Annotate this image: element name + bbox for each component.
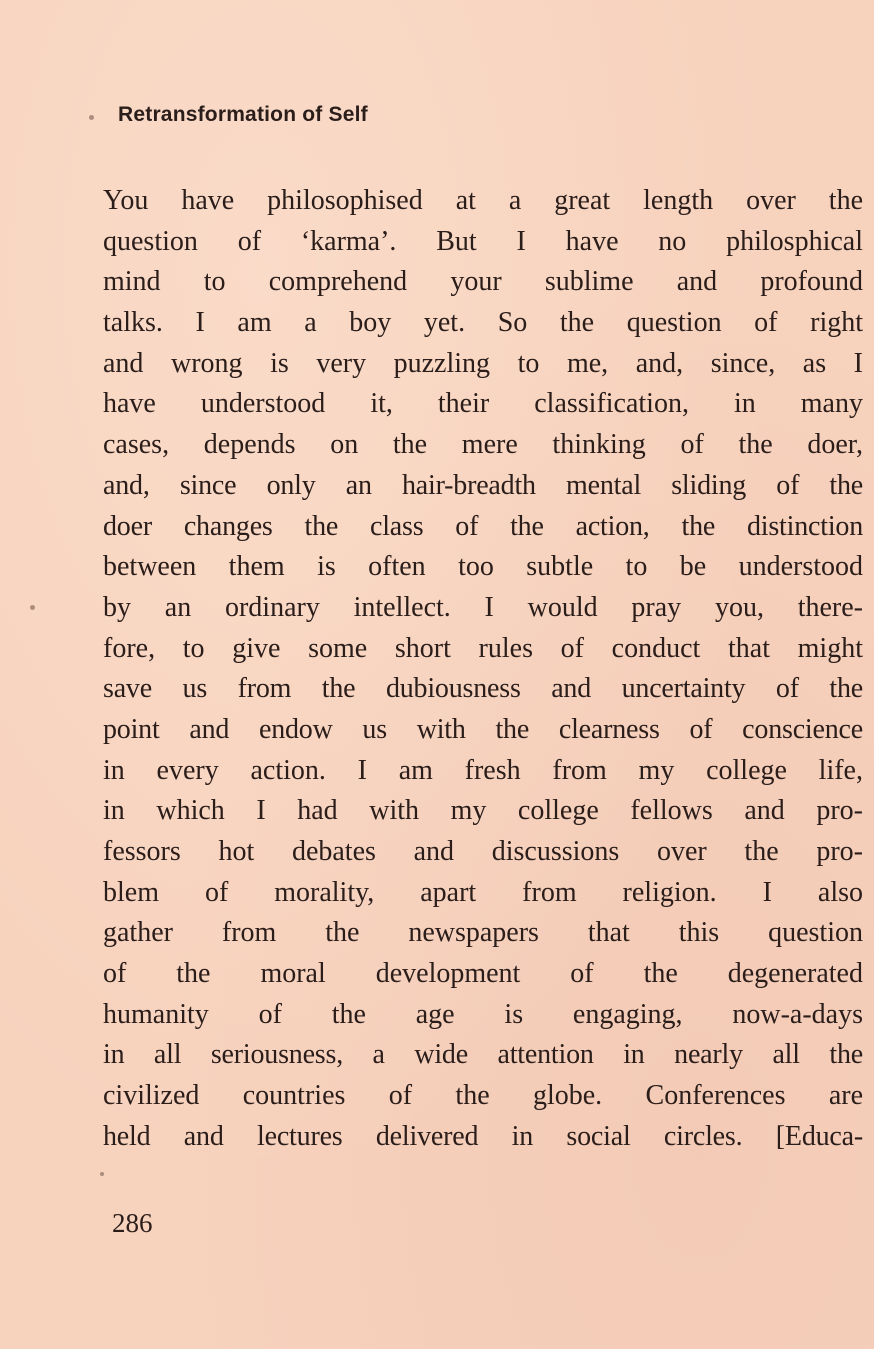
text-line: You have philosophised at a great length over the — [103, 185, 863, 216]
text-line: in all seriousness, a wide attention in nearly all the — [103, 1039, 863, 1071]
text-line: talks. I am a boy yet. So the question of right — [103, 307, 863, 339]
margin-speck — [89, 115, 94, 120]
text-line: point and endow us with the clearness of conscience — [103, 713, 863, 745]
text-line: gather from the newspapers that this question — [103, 917, 863, 949]
text-line: by an ordinary intellect. I would pray you, there- — [103, 591, 863, 623]
running-head: Retransformation of Self — [118, 103, 368, 126]
text-line: humanity of the age is engaging, now-a-days — [103, 998, 863, 1030]
text-line: in every action. I am fresh from my college life, — [103, 754, 863, 786]
text-line: mind to comprehend your sublime and profound — [103, 266, 863, 298]
text-line: in which I had with my college fellows and pro- — [103, 795, 863, 827]
body-text — [103, 181, 863, 1158]
text-line: cases, depends on the mere thinking of the doer, — [103, 429, 863, 461]
text-line: civilized countries of the globe. Conferences are — [103, 1080, 863, 1112]
text-line: between them is often too subtle to be understood — [103, 551, 863, 583]
text-line: have understood it, their classification, in many — [103, 388, 863, 420]
text-line: and, since only an hair-breadth mental sliding of the — [103, 469, 863, 501]
page-number: 286 — [112, 1208, 153, 1238]
margin-speck — [100, 1172, 104, 1176]
text-line: save us from the dubiousness and uncertainty of the — [103, 673, 863, 705]
text-line: question of ‘karma’. But I have no philosphical — [103, 225, 863, 257]
text-line: fessors hot debates and discussions over the pro- — [103, 836, 863, 867]
text-line: doer changes the class of the action, the distinction — [103, 510, 863, 542]
text-line: fore, to give some short rules of conduct that might — [103, 632, 863, 664]
text-line: and wrong is very puzzling to me, and, since, as I — [103, 347, 863, 379]
text-line: blem of morality, apart from religion. I also — [103, 876, 863, 908]
margin-speck — [30, 605, 35, 610]
text-line: of the moral development of the degenerated — [103, 958, 863, 990]
text-line: held and lectures delivered in social circles. [Educa- — [103, 1120, 863, 1152]
